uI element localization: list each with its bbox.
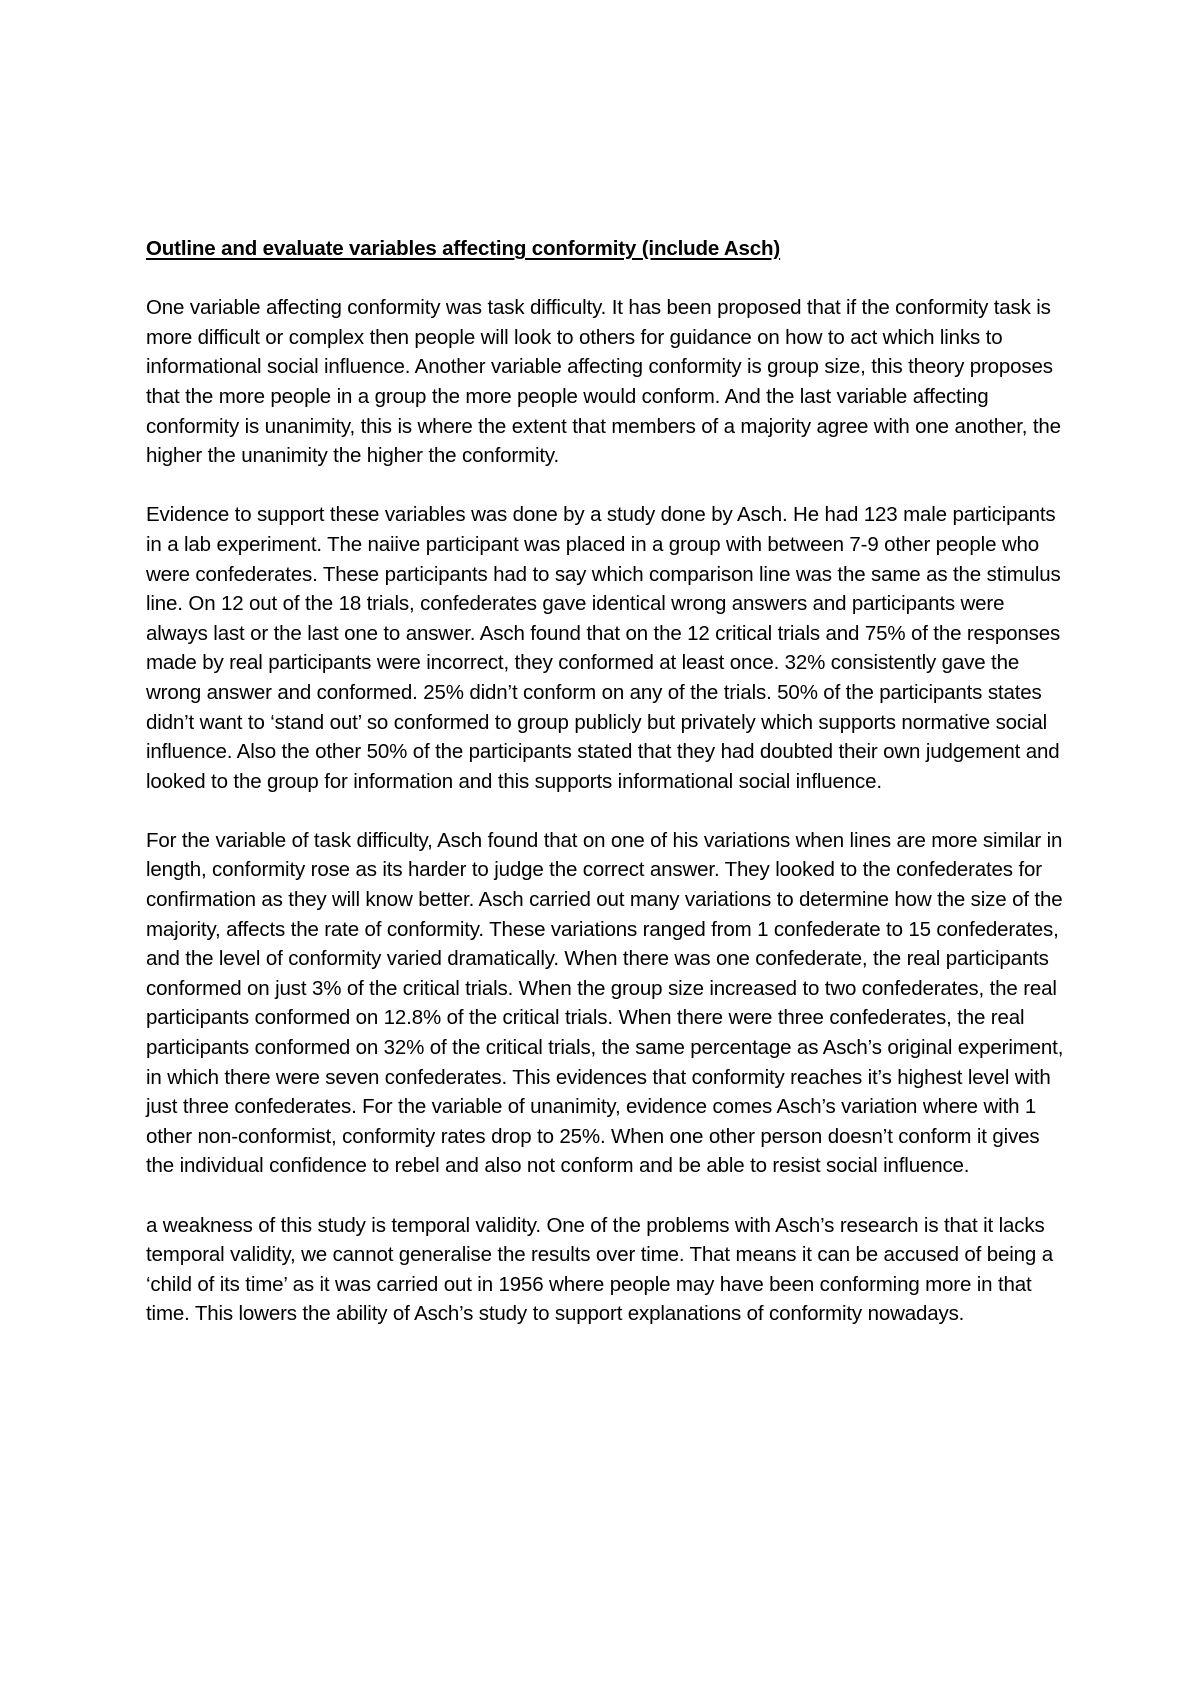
document-body	[146, 234, 1066, 1359]
paragraph-variables: One variable affecting conformity was task difficulty. It has been proposed that if the conformity task is more difficult or complex then people will look to others for guidance on how to act which links to informational social influence. Another variable affecting conformity is group size, this theory proposes that the more people in a group the more people would conform. And the last variable affecting conformity is unanimity, this is where the extent that members of a majority agree with one another, the higher the unanimity the higher the conformity.	[146, 296, 1061, 468]
paragraph-variations: For the variable of task difficulty, Asch found that on one of his variations when lines are more similar in length, conformity rose as its harder to judge the correct answer. They looked to the confederates for confirmation as they will know better. Asch carried out many variations to determine how the size of the majority, affects the rate of conformity. These variations ranged from 1 confederate to 15 confederates, and the level of conformity varied dramatically. When there was one confederate, the real participants conformed on just 3% of the critical trials. When the group size increased to two confederates, the real participants conformed on 12.8% of the critical trials. When there were three confederates, the real participants conformed on 32% of the critical trials, the same percentage as Asch’s original experiment, in which there were seven confederates. This evidences that conformity reaches it’s highest level with just three confederates. For the variable of unanimity, evidence comes Asch’s variation where with 1 other non-conformist, conformity rates drop to 25%. When one other person doesn’t conform it gives the individual confidence to rebel and also not conform and be able to resist social influence.	[146, 828, 1064, 1178]
paragraph-asch-evidence: Evidence to support these variables was done by a study done by Asch. He had 123 male participants in a lab experiment. The naiive participant was placed in a group with between 7-9 other people who were confederates. These participants had to say which comparison line was the same as the stimulus line. On 12 out of the 18 trials, confederates gave identical wrong answers and participants were always last or the last one to answer. Asch found that on the 12 critical trials and 75% of the responses made by real participants were incorrect, they conformed at least once. 32% consistently gave the wrong answer and conformed. 25% didn’t conform on any of the trials. 50% of the participants states didn’t want to ‘stand out’ so conformed to group publicly but privately which supports normative social influence. Also the other 50% of the participants stated that they had doubted their own judgement and looked to the group for information and this supports informational social influence.	[146, 503, 1061, 793]
paragraph-weakness: a weakness of this study is temporal validity. One of the problems with Asch’s research is that it lacks temporal validity, we cannot generalise the results over time. That means it can be accused of being a ‘child of its time’ as it was carried out in 1956 where people may have been conforming more in that time. This lowers the ability of Asch’s study to support explanations of conformity nowadays.	[146, 1213, 1053, 1326]
document-title: Outline and evaluate variables affecting conformity (include Asch)	[146, 237, 781, 260]
